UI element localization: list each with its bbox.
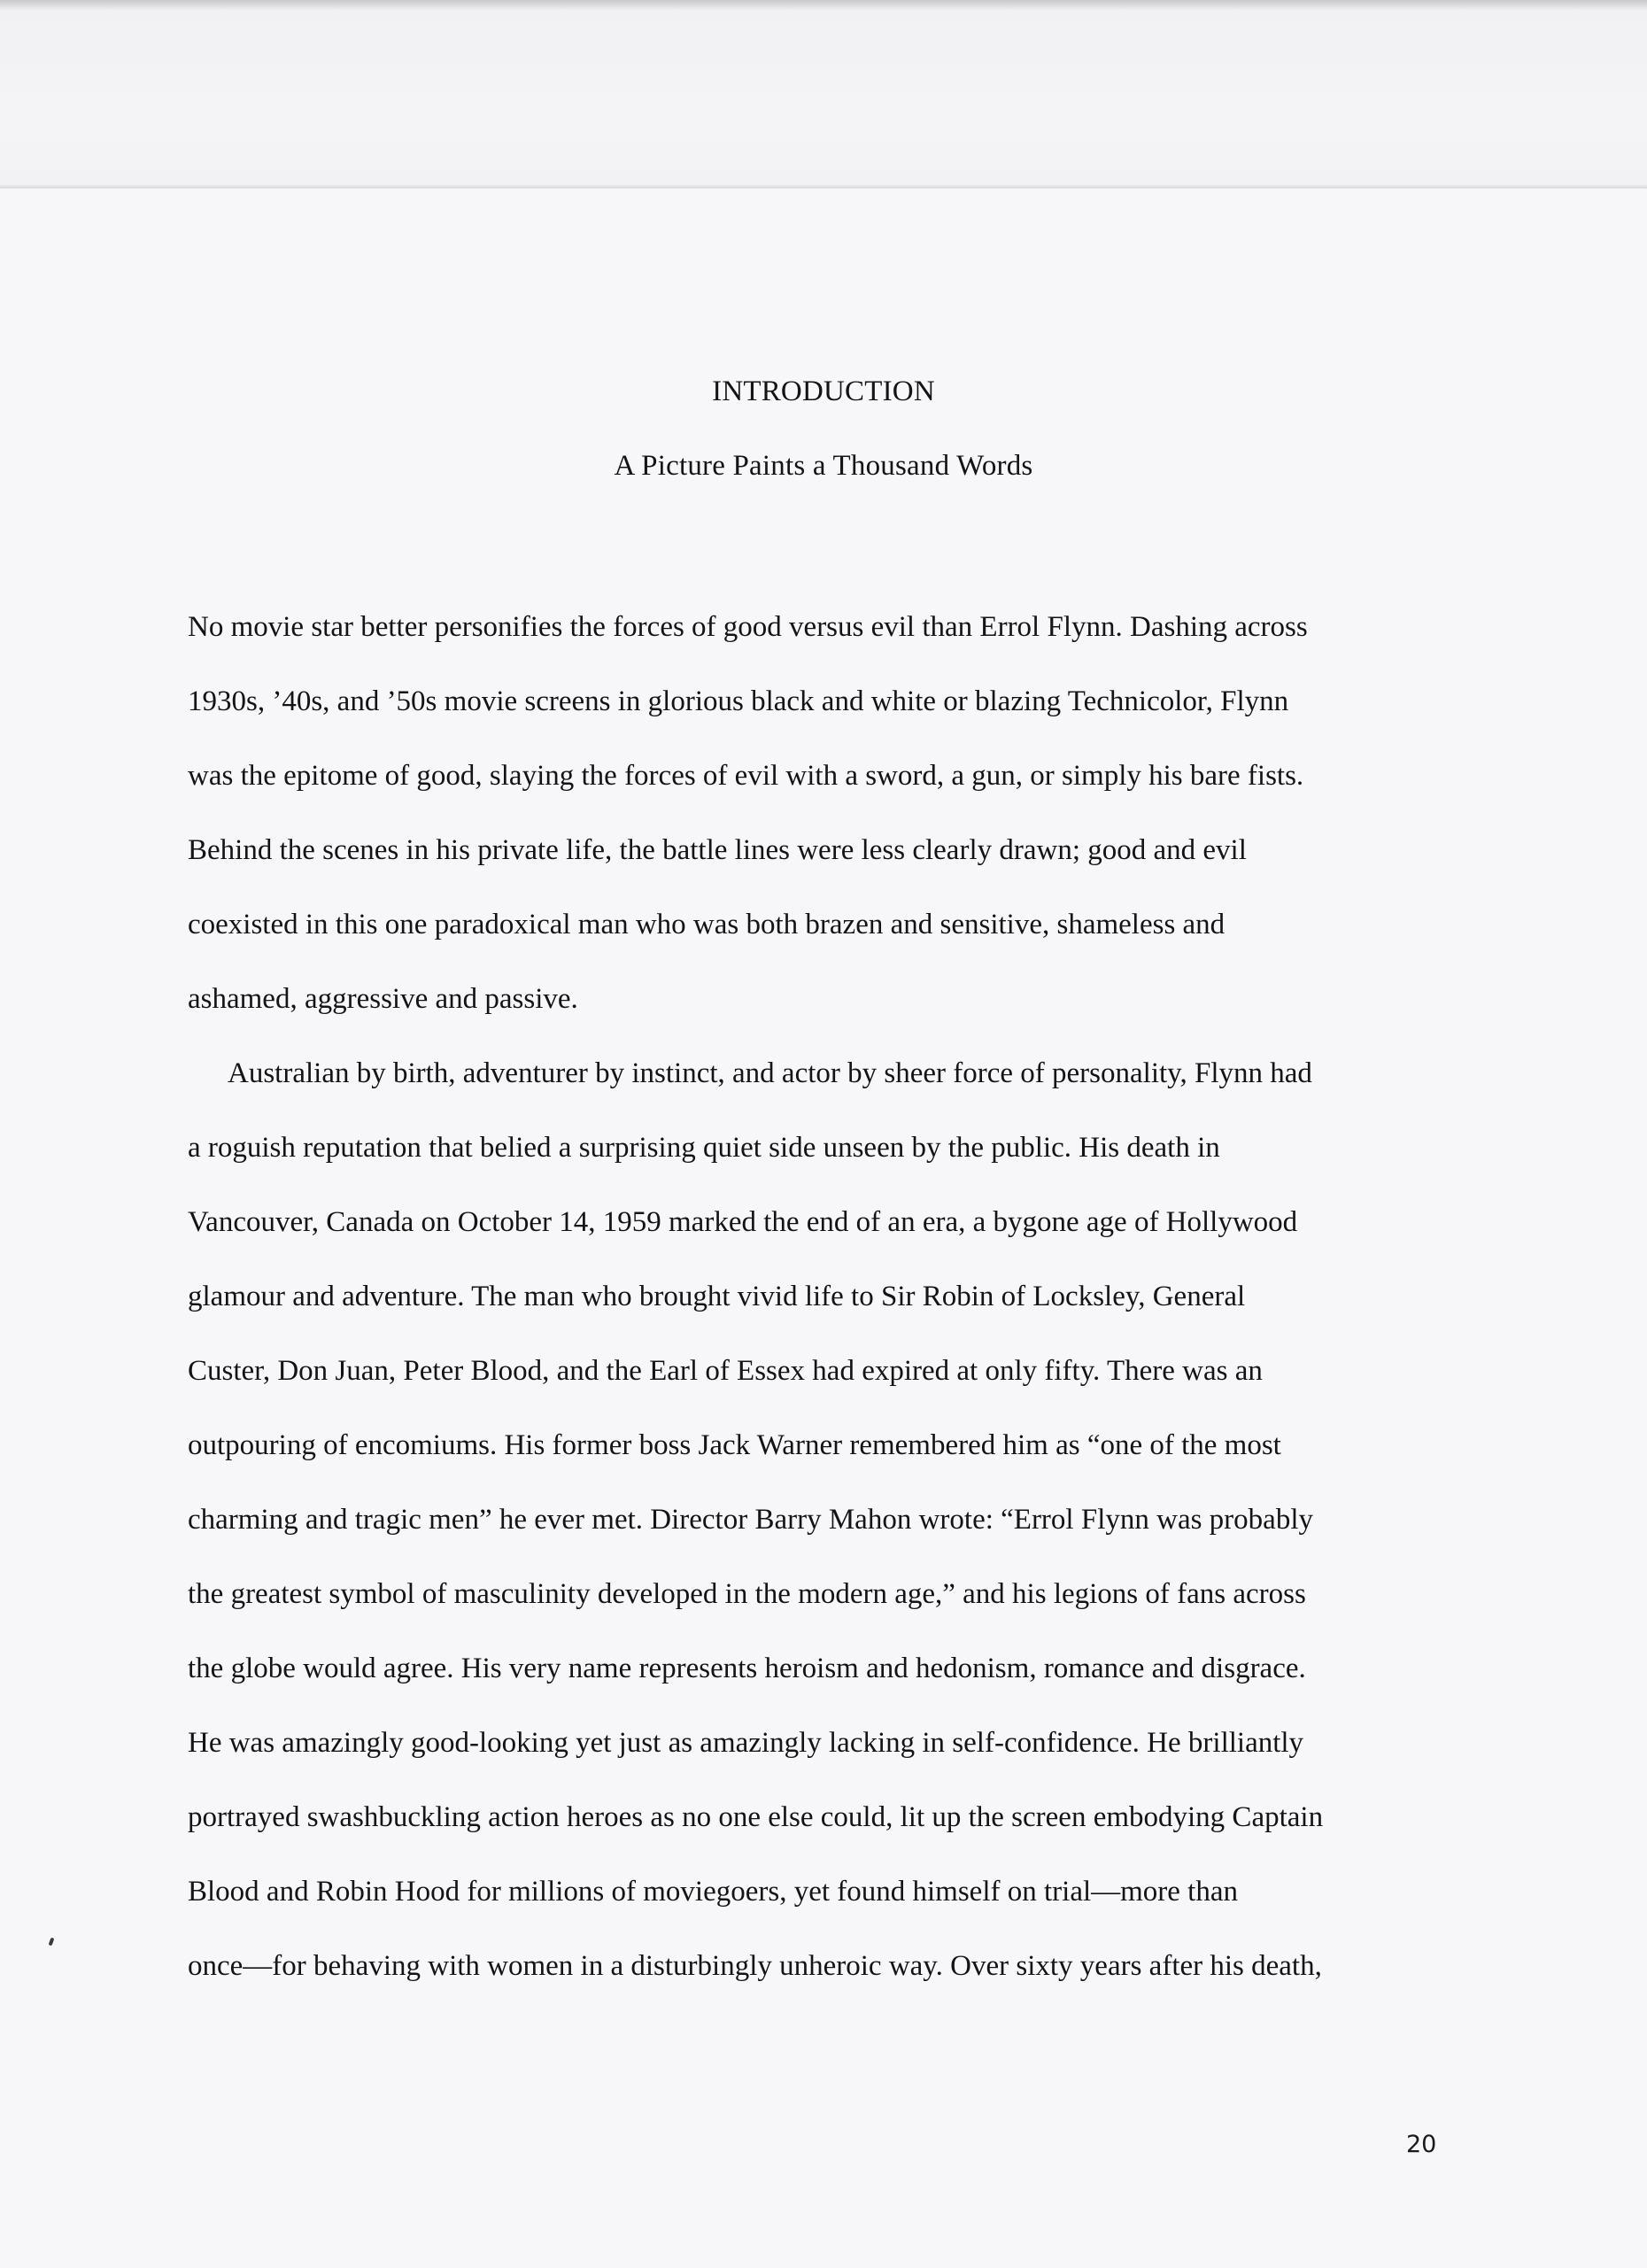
text-line: outpouring of encomiums. His former boss Jack Warner remembered him as “one of the most (188, 1429, 1281, 1461)
body-text (188, 590, 1445, 2003)
paragraph-1 (188, 590, 1445, 1036)
text-line: Behind the scenes in his private life, the battle lines were less clearly drawn; good and evil (188, 834, 1247, 866)
text-line: glamour and adventure. The man who brought vivid life to Sir Robin of Locksley, General (188, 1281, 1246, 1312)
text-line-indented: Australian by birth, adventurer by instinct, and actor by sheer force of personality, Flynn had (228, 1057, 1312, 1089)
scan-top-shadow (0, 0, 1647, 11)
scan-background (0, 0, 1647, 193)
text-line: the greatest symbol of masculinity developed in the modern age,” and his legions of fans across (188, 1578, 1306, 1610)
page-number: 20 (1406, 2131, 1437, 2158)
text-line: He was amazingly good-looking yet just as amazingly lacking in self-confidence. He brilliantly (188, 1727, 1304, 1759)
text-line: Vancouver, Canada on October 14, 1959 marked the end of an era, a bygone age of Hollywood (188, 1206, 1298, 1238)
text-line: ashamed, aggressive and passive. (188, 983, 578, 1015)
text-line: portrayed swashbuckling action heroes as no one else could, lit up the screen embodying Captain (188, 1801, 1324, 1833)
paragraph-2 (188, 1036, 1445, 2003)
text-line: once—for behaving with women in a disturbingly unheroic way. Over sixty years after his death, (188, 1950, 1322, 1982)
text-line: charming and tragic men” he ever met. Director Barry Mahon wrote: “Errol Flynn was probably (188, 1504, 1313, 1536)
text-line: No movie star better personifies the forces of good versus evil than Errol Flynn. Dashing across (188, 611, 1308, 643)
chapter-title: INTRODUCTION (712, 375, 935, 407)
text-line: coexisted in this one paradoxical man who was both brazen and sensitive, shameless and (188, 909, 1226, 940)
text-line: Blood and Robin Hood for millions of moviegoers, yet found himself on trial—more than (188, 1876, 1239, 1908)
text-line: a roguish reputation that belied a surprising quiet side unseen by the public. His death in (188, 1132, 1220, 1164)
text-line: was the epitome of good, slaying the forces of evil with a sword, a gun, or simply his bare fists. (188, 760, 1304, 792)
text-line: Custer, Don Juan, Peter Blood, and the Earl of Essex had expired at only fifty. There was an (188, 1355, 1263, 1387)
text-line: 1930s, ’40s, and ’50s movie screens in glorious black and white or blazing Technicolor, Flynn (188, 685, 1289, 717)
chapter-subtitle: A Picture Paints a Thousand Words (614, 450, 1033, 482)
text-line: the globe would agree. His very name represents heroism and hedonism, romance and disgrace. (188, 1653, 1306, 1684)
